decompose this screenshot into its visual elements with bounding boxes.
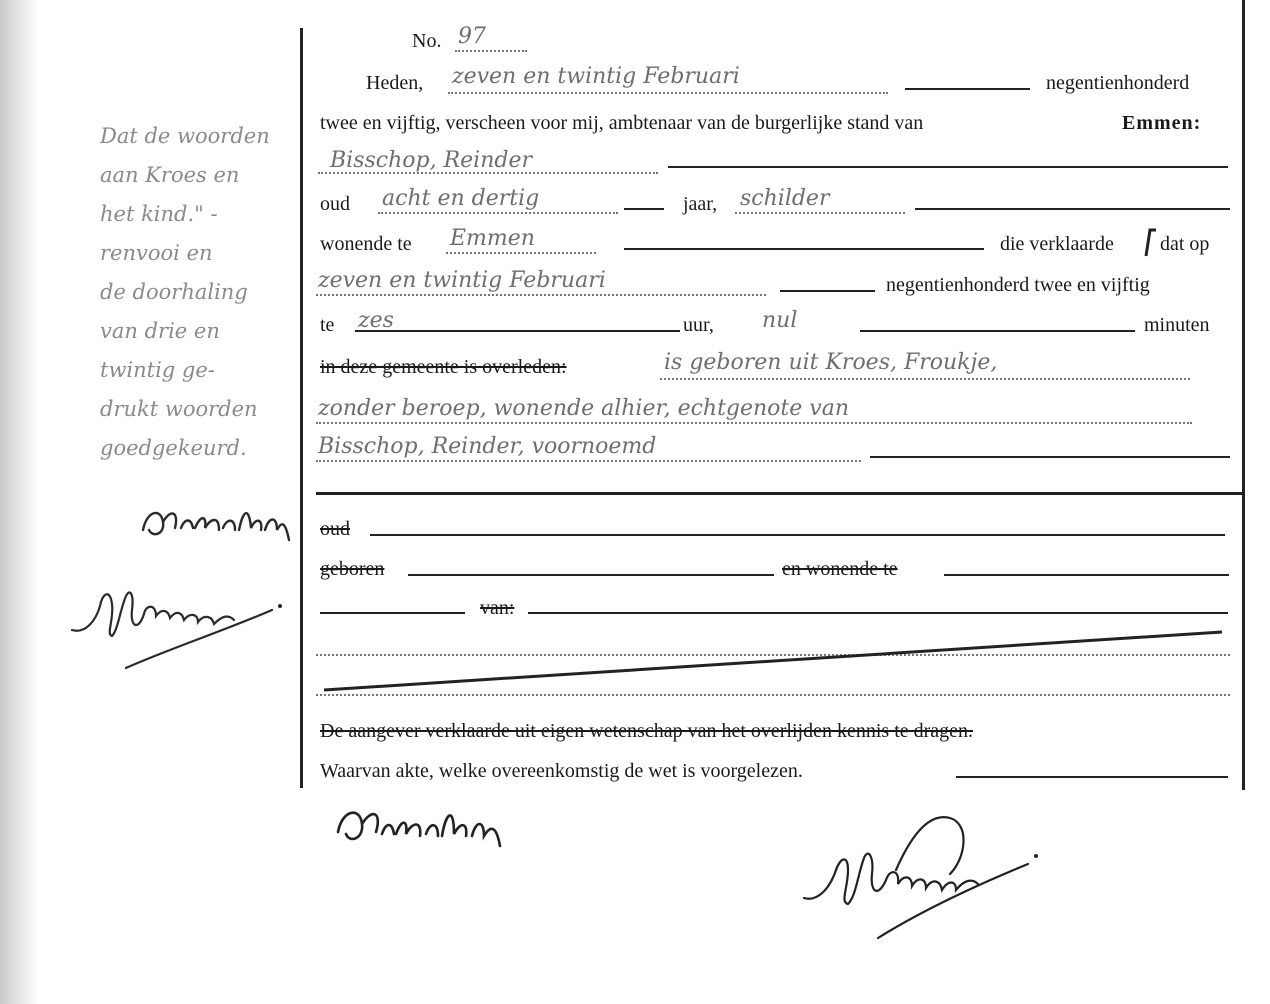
margin-note-line: de doorhaling	[100, 280, 248, 304]
born-line-1: is geboren uit Kroes, Froukje,	[664, 350, 998, 375]
born-line-1-underline	[660, 378, 1190, 380]
waarvan-dash	[956, 776, 1228, 778]
declarant-name: Bisschop, Reinder	[330, 148, 532, 173]
born-line-2: zonder beroep, wonende alhier, echtgenote van	[318, 396, 849, 421]
age-value: acht en dertig	[382, 186, 540, 211]
scan-edge-shadow	[0, 0, 40, 1004]
name-underline	[318, 172, 658, 174]
struck-en-wonende: en wonende te	[782, 558, 898, 580]
margin-signature-official	[66, 570, 286, 680]
number-underline	[455, 50, 527, 52]
residence: Emmen	[450, 226, 535, 251]
birth-date-dash	[780, 290, 875, 292]
margin-note-line: van drie en	[100, 319, 220, 343]
name-dash	[668, 166, 1228, 168]
margin-signature-declarant	[135, 500, 295, 550]
van-prefix-line	[320, 612, 465, 614]
dat-op-label: dat op	[1160, 233, 1210, 255]
oud-line	[370, 534, 1225, 536]
form-left-border	[300, 28, 303, 788]
margin-note-line: Dat de woorden	[100, 124, 270, 148]
age-dash	[624, 208, 664, 210]
struck-van: van:	[480, 597, 515, 619]
hour-value: zes	[358, 308, 394, 333]
heden-underline	[448, 92, 888, 94]
waarvan-line: Waarvan akte, welke overeenkomstig de wet is voorgelezen.	[320, 760, 803, 782]
municipality-name: Emmen:	[1122, 112, 1202, 134]
hour-dash	[355, 330, 680, 332]
blank-line-2	[316, 694, 1230, 696]
margin-note-line: drukt woorden	[100, 397, 258, 421]
age-underline	[378, 212, 618, 214]
wonende-label: wonende te	[320, 233, 412, 255]
struck-geboren: geboren	[320, 558, 385, 580]
bottom-signature-official	[800, 808, 1040, 948]
wonende-line	[944, 574, 1229, 576]
margin-note-line: renvooi en	[100, 241, 213, 265]
margin-note-line: aan Kroes en	[100, 163, 240, 187]
minutes-value: nul	[762, 308, 798, 333]
born-line-3: Bisschop, Reinder, voornoemd	[318, 434, 657, 459]
bottom-signature-declarant	[330, 800, 510, 860]
born-line-2-underline	[316, 422, 1192, 424]
birth-date-underline	[316, 294, 766, 296]
heden-dash	[905, 88, 1030, 90]
van-line	[528, 612, 1228, 614]
record-number: 97	[458, 24, 486, 49]
uur-label: uur,	[683, 314, 714, 336]
oud-label: oud	[320, 193, 350, 215]
occupation-underline	[735, 212, 905, 214]
jaar-label: jaar,	[683, 193, 718, 215]
residence-dash	[624, 248, 984, 250]
appearance-line: twee en vijftig, verscheen voor mij, ambtenaar van de burgerlijke stand van	[320, 112, 924, 134]
struck-overleden: in deze gemeente is overleden:	[320, 356, 567, 378]
birth-date: zeven en twintig Februari	[318, 268, 606, 293]
verklaarde-label: die verklaarde	[1000, 233, 1114, 255]
minutes-dash	[860, 330, 1135, 332]
margin-note-line: twintig ge-	[100, 358, 215, 382]
margin-note-line: goedgekeurd.	[100, 436, 247, 460]
heden-date: zeven en twintig Februari	[452, 64, 740, 89]
section-separator	[316, 492, 1242, 495]
diagonal-strike	[316, 628, 1228, 694]
form-right-border	[1242, 0, 1245, 790]
year-prefix: negentienhonderd	[1046, 72, 1190, 94]
occupation: schilder	[740, 186, 830, 211]
struck-aangever: De aangever verklaarde uit eigen wetenschap van het overlijden kennis te dragen.	[320, 720, 974, 742]
te-label: te	[320, 314, 335, 336]
heden-label: Heden,	[366, 72, 424, 94]
struck-oud: oud	[320, 518, 350, 540]
insertion-mark	[1140, 226, 1160, 260]
birth-year: negentienhonderd twee en vijftig	[886, 274, 1150, 296]
number-label: No.	[412, 30, 442, 52]
geboren-line	[408, 574, 774, 576]
born-line-3-dash	[870, 456, 1230, 458]
residence-underline	[446, 252, 596, 254]
margin-note-line: het kind." -	[100, 202, 218, 226]
born-line-3-underline	[316, 460, 861, 462]
occupation-dash	[915, 208, 1230, 210]
minuten-label: minuten	[1144, 314, 1210, 336]
